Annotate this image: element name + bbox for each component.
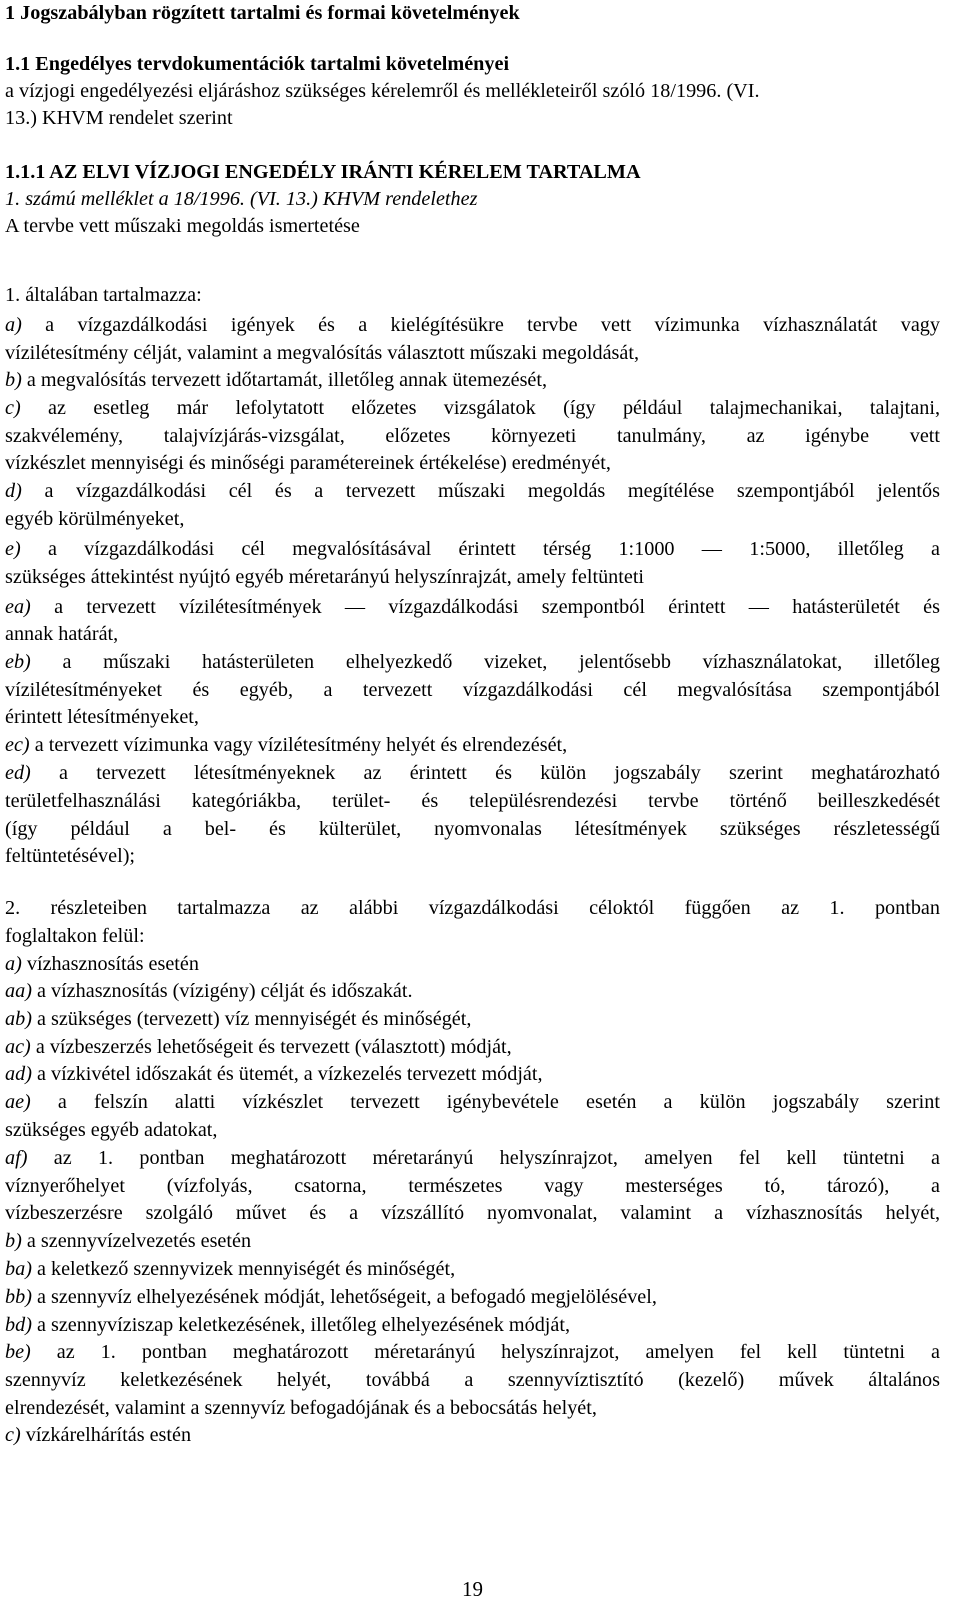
item-text: területfelhasználási kategóriákba, terület- és településrendezési tervbe történő beilleszkedését bbox=[5, 790, 940, 812]
item-text: a tervezett vízilétesítmények — vízgazdálkodási szempontból érintett — hatásterületét és bbox=[30, 596, 940, 618]
item-text: a műszaki hatásterületen elhelyezkedő vizeket, jelentősebb vízhasználatokat, illetőleg bbox=[30, 651, 940, 673]
item-label: ec) bbox=[5, 734, 30, 756]
heading-level-2: 1.1 Engedélyes tervdokumentációk tartalmi követelményei bbox=[5, 53, 510, 75]
item-label: b) bbox=[5, 1230, 22, 1252]
text-line bbox=[5, 1229, 251, 1253]
item-label: aa) bbox=[5, 980, 32, 1002]
item-label: ab) bbox=[5, 1008, 32, 1030]
text-line bbox=[5, 817, 940, 841]
text-line bbox=[5, 733, 567, 757]
item-text: a vízgazdálkodási cél és a tervezett műszaki megoldás megítélése szempontjából jelentős bbox=[21, 480, 940, 502]
item-label: bd) bbox=[5, 1314, 32, 1336]
text-line bbox=[5, 424, 940, 448]
intro-line-1: a vízjogi engedélyezési eljáráshoz szükséges kérelemről és mellékleteiről szóló 18/1996. (VI. bbox=[5, 80, 760, 102]
text-line bbox=[5, 479, 940, 503]
text-line bbox=[5, 595, 940, 619]
annex-title: A tervbe vett műszaki megoldás ismertetése bbox=[5, 215, 360, 237]
item-label: ac) bbox=[5, 1036, 31, 1058]
item-text: egyéb körülményeket, bbox=[5, 508, 185, 530]
item-text: (így például a bel- és külterület, nyomvonalas létesítmények szükséges részletességű bbox=[5, 818, 940, 840]
text-line bbox=[5, 1146, 940, 1170]
item-label: ed) bbox=[5, 762, 31, 784]
item-text: az 1. pontban meghatározott méretarányú helyszínrajzot, amelyen fel kell tüntetni a bbox=[30, 1341, 940, 1363]
item-label: ea) bbox=[5, 596, 31, 618]
item-text: szennyvíz keletkezésének helyét, továbbá a szennyvíztisztító (kezelő) művek általános bbox=[5, 1369, 940, 1391]
page-number: 19 bbox=[462, 1577, 483, 1601]
text-line bbox=[5, 789, 940, 813]
item-text: a vízkivétel időszakát és ütemét, a vízkezelés tervezett módját, bbox=[31, 1063, 543, 1085]
text-line bbox=[5, 1313, 570, 1337]
item-label: eb) bbox=[5, 651, 31, 673]
item-text: elrendezését, valamint a szennyvíz befogadójának és a bebocsátás helyét, bbox=[5, 1397, 597, 1419]
text-line bbox=[5, 761, 940, 785]
item-text: a vízgazdálkodási igények és a kielégítésükre tervbe vett vízimunka vízhasználatát vagy bbox=[21, 314, 940, 336]
item-text: feltüntetésével); bbox=[5, 845, 136, 867]
item-text: vízilétesítményeket és egyéb, a tervezett vízgazdálkodási cél megvalósítása szempontjából bbox=[5, 679, 940, 701]
text-line bbox=[5, 1423, 191, 1447]
text-line bbox=[5, 1090, 940, 1114]
text-line bbox=[5, 650, 940, 674]
item-text: vízkészlet mennyiségi és minőségi paramétereinek értékelése) eredményét, bbox=[5, 452, 611, 474]
intro-line-2: 13.) KHVM rendelet szerint bbox=[5, 107, 233, 129]
item-text: vízhasznosítás esetén bbox=[21, 953, 199, 975]
item-text: 1. általában tartalmazza: bbox=[5, 284, 202, 306]
item-text: víznyerőhelyet (vízfolyás, csatorna, természetes vagy mesterséges tó, tározó), a bbox=[5, 1175, 940, 1197]
item-text: a szennyvíz elhelyezésének módját, lehetőségeit, a befogadó megjelölésével, bbox=[31, 1286, 657, 1308]
text-line bbox=[5, 979, 413, 1003]
item-text: annak határát, bbox=[5, 623, 119, 645]
text-line bbox=[5, 396, 940, 420]
item-text: az esetleg már lefolytatott előzetes vizsgálatok (így például talajmechanikai, talajtani, bbox=[20, 397, 940, 419]
text-line bbox=[5, 1257, 455, 1281]
item-text: a megvalósítás tervezett időtartamát, illetőleg annak ütemezését, bbox=[21, 369, 548, 391]
item-label: be) bbox=[5, 1341, 31, 1363]
item-text: érintett létesítményeket, bbox=[5, 706, 199, 728]
item-text: az 1. pontban meghatározott méretarányú helyszínrajzot, amelyen fel kell tüntetni a bbox=[27, 1147, 940, 1169]
text-line bbox=[5, 537, 940, 561]
item-text: a vízhasznosítás (vízigény) célját és időszakát. bbox=[31, 980, 413, 1002]
item-label: ad) bbox=[5, 1063, 32, 1085]
text-line bbox=[5, 368, 547, 392]
text-line bbox=[5, 1285, 657, 1309]
item-text: vízilétesítmény célját, valamint a megvalósítás választott műszaki megoldását, bbox=[5, 342, 640, 364]
item-text: 2. részleteiben tartalmazza az alábbi vízgazdálkodási céloktól függően az 1. pontban bbox=[5, 897, 940, 919]
item-text: a tervezett vízimunka vagy vízilétesítmény helyét és elrendezését, bbox=[29, 734, 568, 756]
text-line bbox=[5, 1007, 471, 1031]
text-line bbox=[5, 565, 644, 589]
text-line bbox=[5, 1174, 940, 1198]
item-label: a) bbox=[5, 314, 22, 336]
text-line bbox=[5, 1340, 940, 1364]
heading-level-1: 1 Jogszabályban rögzített tartalmi és formai követelmények bbox=[5, 2, 520, 24]
item-label: ae) bbox=[5, 1091, 31, 1113]
item-label: bb) bbox=[5, 1286, 32, 1308]
text-line bbox=[5, 1062, 543, 1086]
item-label: d) bbox=[5, 480, 22, 502]
item-text: vízbeszerzésre szolgáló művet és a vízszállító nyomvonalat, valamint a vízhasznosítás helyét, bbox=[5, 1202, 940, 1224]
item-text: a szennyvíziszap keletkezésének, illetőleg elhelyezésének módját, bbox=[31, 1314, 571, 1336]
text-line bbox=[5, 896, 940, 920]
heading-level-3: 1.1.1 AZ ELVI VÍZJOGI ENGEDÉLY IRÁNTI KÉRELEM TARTALMA bbox=[5, 161, 641, 183]
item-text: a szennyvízelvezetés esetén bbox=[21, 1230, 252, 1252]
text-line bbox=[5, 341, 639, 365]
text-line bbox=[5, 1118, 217, 1142]
item-text: szükséges egyéb adatokat, bbox=[5, 1119, 218, 1141]
text-line bbox=[5, 952, 199, 976]
text-line bbox=[5, 678, 940, 702]
text-line bbox=[5, 451, 611, 475]
item-text: a szükséges (tervezett) víz mennyiségét és minőségét, bbox=[31, 1008, 472, 1030]
item-label: ba) bbox=[5, 1258, 32, 1280]
item-label: a) bbox=[5, 953, 22, 975]
item-label: af) bbox=[5, 1147, 28, 1169]
item-text: a keletkező szennyvizek mennyiségét és minőségét, bbox=[31, 1258, 456, 1280]
item-text: vízkárelhárítás estén bbox=[20, 1424, 192, 1446]
text-line bbox=[5, 283, 202, 307]
item-label: c) bbox=[5, 397, 21, 419]
item-label: b) bbox=[5, 369, 22, 391]
text-line bbox=[5, 1201, 940, 1225]
item-text: foglaltakon felül: bbox=[5, 925, 145, 947]
item-text: szakvélemény, talajvízjárás-vizsgálat, előzetes környezeti tanulmány, az igénybe vett bbox=[5, 425, 940, 447]
item-text: a vízgazdálkodási cél megvalósításával érintett térség 1:1000 — 1:5000, illetőleg a bbox=[20, 538, 940, 560]
item-text: a vízbeszerzés lehetőségeit és tervezett (választott) módját, bbox=[30, 1036, 512, 1058]
text-line bbox=[5, 1035, 512, 1059]
text-line bbox=[5, 844, 135, 868]
item-label: e) bbox=[5, 538, 21, 560]
item-label: c) bbox=[5, 1424, 21, 1446]
text-line bbox=[5, 705, 199, 729]
text-line bbox=[5, 924, 145, 948]
annex-reference: 1. számú melléklet a 18/1996. (VI. 13.) KHVM rendelethez bbox=[5, 188, 478, 210]
text-line bbox=[5, 1368, 940, 1392]
item-text: szükséges áttekintést nyújtó egyéb méretarányú helyszínrajzát, amely feltünteti bbox=[5, 566, 645, 588]
text-line bbox=[5, 1396, 597, 1420]
text-line bbox=[5, 507, 184, 531]
item-text: a tervezett létesítményeknek az érintett és külön jogszabály szerint meghatározható bbox=[30, 762, 940, 784]
text-line bbox=[5, 313, 940, 337]
text-line bbox=[5, 622, 118, 646]
item-text: a felszín alatti vízkészlet tervezett igénybevétele esetén a külön jogszabály szerint bbox=[30, 1091, 940, 1113]
